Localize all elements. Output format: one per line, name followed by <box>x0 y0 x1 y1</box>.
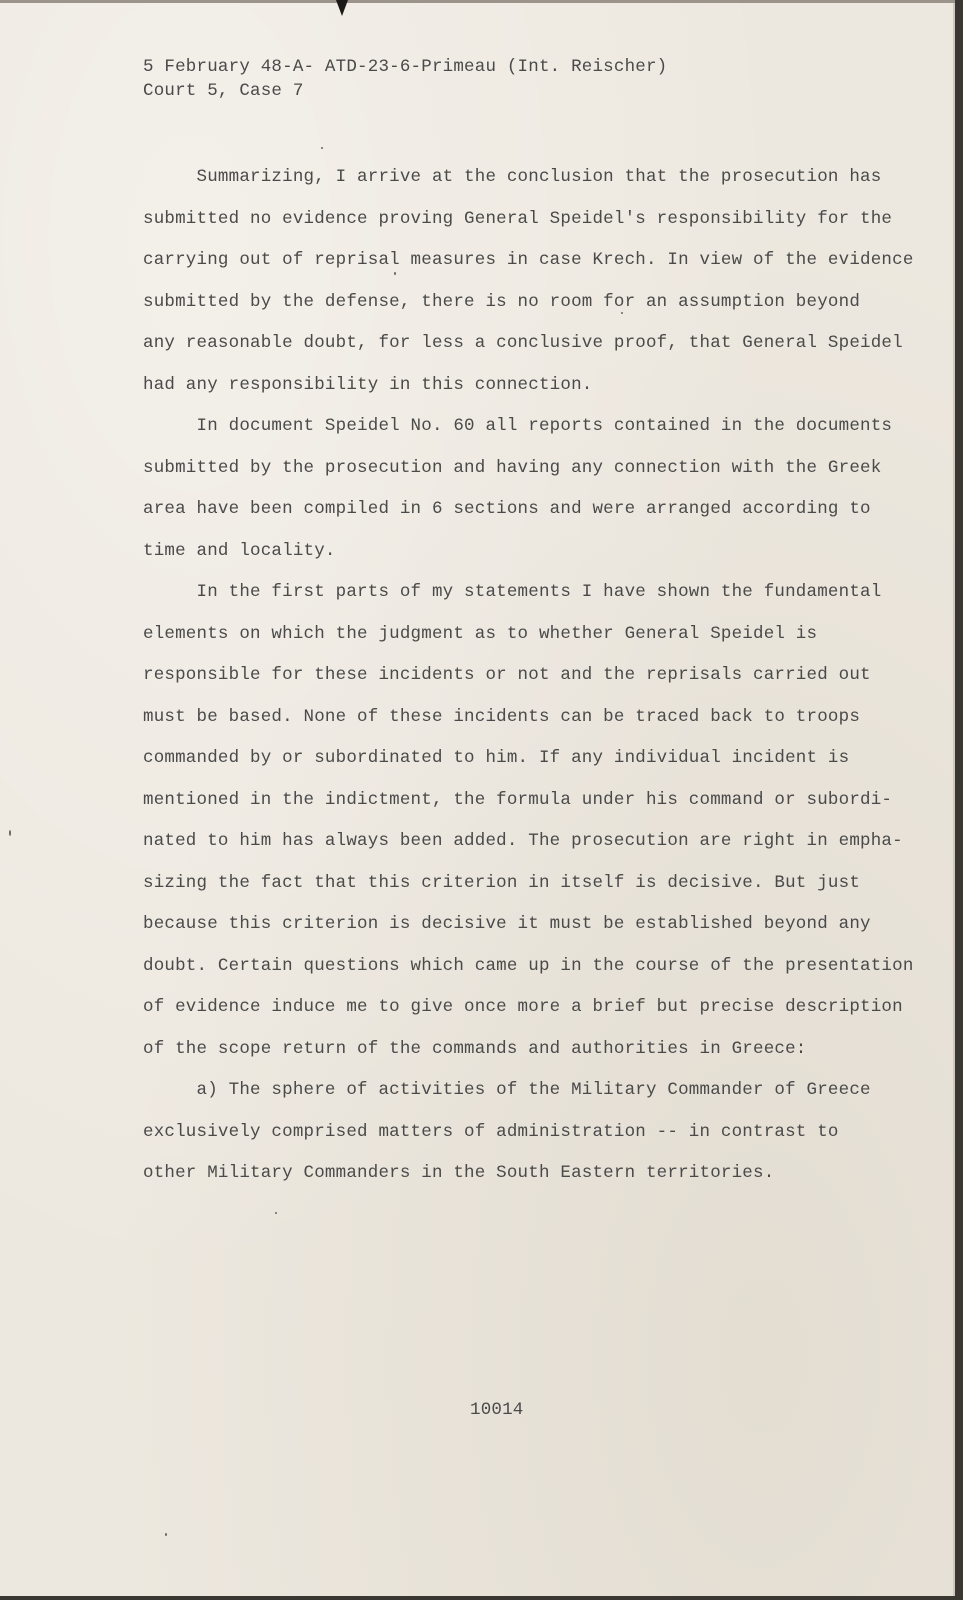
text-line: elements on which the judgment as to whether General Speidel is <box>143 623 818 644</box>
text-line: In the first parts of my statements I have shown the fundamental <box>143 582 882 602</box>
text-line: doubt. Certain questions which came up in the course of the presentation <box>143 955 914 976</box>
paper-speck <box>394 272 396 275</box>
text-line: responsible for these incidents or not and the reprisals carried out <box>143 665 871 685</box>
text-line: must be based. None of these incidents can be traced back to troops <box>143 706 861 727</box>
text-line: nated to him has always been added. The prosecution are right in empha- <box>143 831 903 851</box>
text-line: area have been compiled in 6 sections and were arranged according to <box>143 499 871 519</box>
text-line: submitted no evidence proving General Speidel's responsibility for the <box>143 208 893 229</box>
binding-marker-icon <box>336 0 348 16</box>
text-line: submitted by the prosecution and having any connection with the Greek <box>143 457 882 478</box>
paper-speck <box>275 1212 277 1214</box>
paper-speck <box>321 147 323 149</box>
document-body <box>143 157 914 1195</box>
top-edge <box>0 0 955 3</box>
text-line: exclusively comprised matters of administration -- in contrast to <box>143 1121 839 1142</box>
text-line: had any responsibility in this connection. <box>143 374 593 395</box>
page-number: 10014 <box>470 1400 524 1420</box>
paper-speck <box>165 1533 167 1536</box>
text-line: sizing the fact that this criterion in itself is decisive. But just <box>143 872 861 893</box>
text-line: In document Speidel No. 60 all reports contained in the documents <box>143 416 893 436</box>
text-line: mentioned in the indictment, the formula under his command or subordi- <box>143 789 893 810</box>
paragraph-military-commander <box>143 1070 903 1195</box>
text-line: commanded by or subordinated to him. If any individual incident is <box>143 748 850 768</box>
text-line: because this criterion is decisive it must be established beyond any <box>143 914 871 934</box>
header-line-court: Court 5, Case 7 <box>143 81 304 101</box>
text-line: other Military Commanders in the South Eastern territories. <box>143 1163 775 1183</box>
paragraph-document-60 <box>143 406 903 572</box>
text-line: Summarizing, I arrive at the conclusion that the prosecution has <box>143 167 882 187</box>
text-line: submitted by the defense, there is no room for an assumption beyond <box>143 291 861 312</box>
paper-speck <box>9 830 11 836</box>
text-line: of the scope return of the commands and authorities in Greece: <box>143 1038 807 1059</box>
paragraph-summary <box>143 157 914 406</box>
text-line: any reasonable doubt, for less a conclusive proof, that General Speidel <box>143 333 903 353</box>
text-line: carrying out of reprisal measures in case Krech. In view of the evidence <box>143 250 914 270</box>
document-header <box>143 55 667 103</box>
text-line: time and locality. <box>143 540 336 561</box>
paragraph-fundamental-elements <box>143 572 914 1070</box>
text-line: a) The sphere of activities of the Military Commander of Greece <box>143 1080 871 1100</box>
header-line-date: 5 February 48-A- ATD-23-6-Primeau (Int. Reischer) <box>143 57 668 77</box>
text-line: of evidence induce me to give once more a brief but precise description <box>143 997 903 1017</box>
paper-speck <box>621 312 623 314</box>
